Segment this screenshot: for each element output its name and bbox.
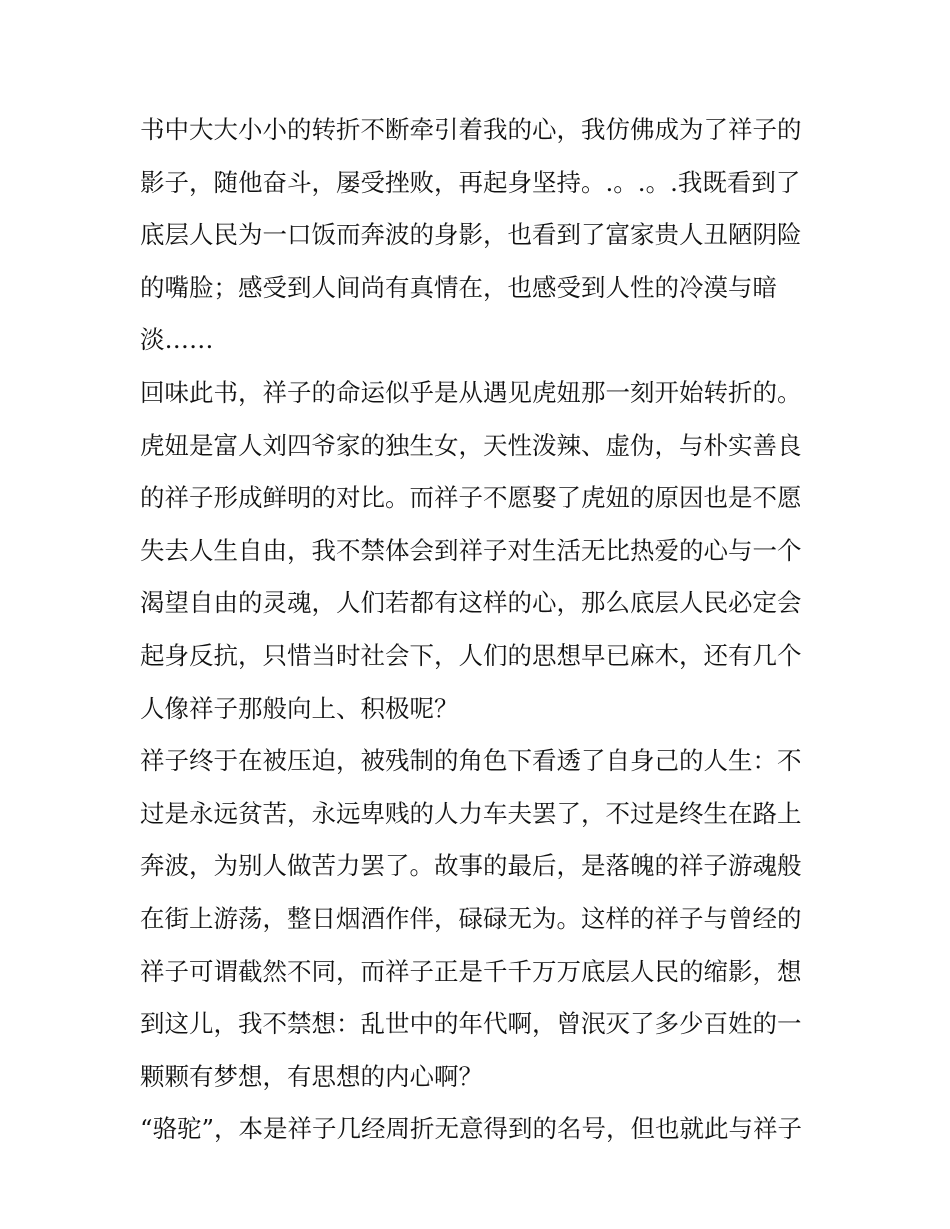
text-line: 祥子终于在被压迫，被残制的角色下看透了自身己的人生：不 bbox=[140, 746, 802, 776]
essay-body bbox=[140, 104, 830, 1156]
text-line: 起身反抗，只惜当时社会下，人们的思想早已麻木，还有几个 bbox=[140, 640, 802, 670]
text-line: 失去人生自由，我不禁体会到祥子对生活无比热爱的心与一个 bbox=[140, 535, 802, 565]
text-line: 奔波，为别人做苦力罢了。故事的最后，是落魄的祥子游魂般 bbox=[140, 851, 802, 881]
text-line: 虎妞是富人刘四爷家的独生女，天性泼辣、虚伪，与朴实善良 bbox=[140, 430, 802, 460]
text-line: 回味此书，祥子的命运似乎是从遇见虎妞那一刻开始转折的。 bbox=[140, 377, 802, 407]
text-line: 底层人民为一口饭而奔波的身影，也看到了富家贵人丑陋阴险 bbox=[140, 220, 802, 250]
text-line: “骆驼”，本是祥子几经周折无意得到的名号，但也就此与祥子 bbox=[140, 1114, 803, 1144]
text-line: 到这儿，我不禁想：乱世中的年代啊，曾泯灭了多少百姓的一 bbox=[140, 1009, 802, 1039]
text-line: 颗颗有梦想，有思想的内心啊？ bbox=[140, 1061, 483, 1091]
text-line: 淡…… bbox=[140, 325, 214, 355]
text-line: 人像祥子那般向上、积极呢？ bbox=[140, 693, 459, 723]
text-line: 在街上游荡，整日烟酒作伴，碌碌无为。这样的祥子与曾经的 bbox=[140, 903, 802, 933]
text-line: 过是永远贫苦，永远卑贱的人力车夫罢了，不过是终生在路上 bbox=[140, 798, 802, 828]
text-line: 的嘴脸；感受到人间尚有真情在，也感受到人性的冷漠与暗 bbox=[140, 272, 777, 302]
text-line: 的祥子形成鲜明的对比。而祥子不愿娶了虎妞的原因也是不愿 bbox=[140, 483, 802, 513]
text-line: 祥子可谓截然不同，而祥子正是千千万万底层人民的缩影，想 bbox=[140, 956, 802, 986]
text-line: 渴望自由的灵魂，人们若都有这样的心，那么底层人民必定会 bbox=[140, 588, 802, 618]
text-line: 书中大大小小的转折不断牵引着我的心，我仿佛成为了祥子的 bbox=[140, 115, 802, 144]
text-line: 影子，随他奋斗，屡受挫败，再起身坚持。.。.。.我既看到了 bbox=[140, 167, 801, 197]
